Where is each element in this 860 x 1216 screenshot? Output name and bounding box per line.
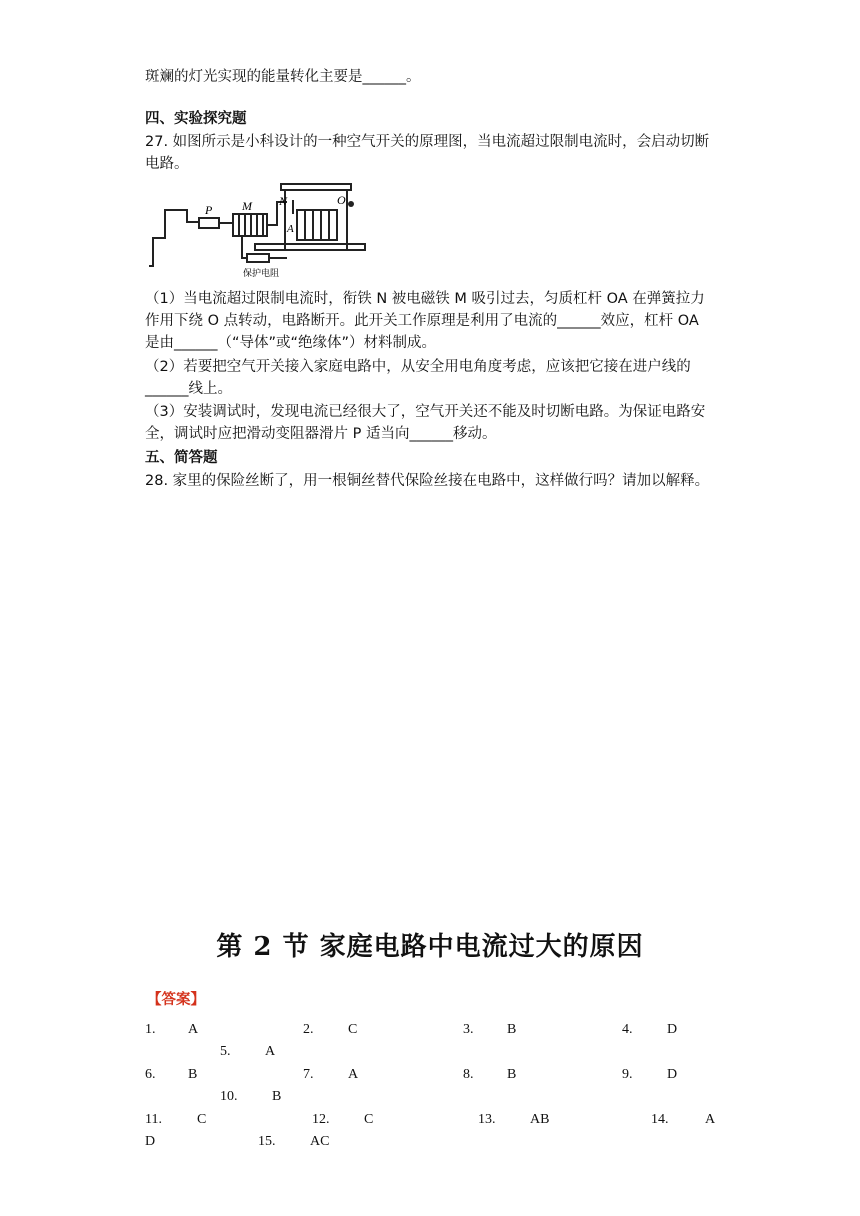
answer-number: 1. — [145, 1022, 156, 1037]
answer-tag: 【答案】 — [147, 992, 205, 1008]
section-heading-short-answer: 五、简答题 — [145, 450, 218, 466]
answer-value: C — [348, 1022, 358, 1037]
answer-value: C — [197, 1112, 207, 1127]
answer-value: AB — [530, 1112, 550, 1127]
answer-value: B — [272, 1089, 282, 1104]
answer-value: D — [667, 1067, 678, 1082]
label-a: A — [287, 223, 294, 235]
label-m: M — [242, 199, 252, 213]
answer-number: 6. — [145, 1067, 156, 1082]
question-27-stem: 27. 如图所示是小科设计的一种空气开关的原理图，当电流超过限制电流时，会启动切断电路。 — [145, 134, 710, 172]
answer-value: A — [705, 1112, 716, 1127]
answer-value: AC — [310, 1134, 330, 1149]
answer-number: 7. — [303, 1067, 314, 1082]
question-27-part-3: （3）安装调试时，发现电流已经很大了，空气开关还不能及时切断电路。为保证电路安全，调试时应把滑动变阻器滑片 P 适当向______移动。 — [145, 404, 706, 442]
answer-number: 8. — [463, 1067, 474, 1082]
answer-value: B — [507, 1067, 517, 1082]
label-p: P — [205, 203, 213, 217]
question-28: 28. 家里的保险丝断了，用一根铜丝替代保险丝接在电路中，这样做行吗？请加以解释。 — [145, 473, 710, 489]
answer-number: 4. — [622, 1022, 633, 1037]
answer-value: B — [188, 1067, 198, 1082]
answer-value: C — [364, 1112, 374, 1127]
answer-number: 11. — [145, 1112, 162, 1127]
top-line: 斑斓的灯光实现的能量转化主要是______。 — [145, 69, 421, 85]
chapter-title: 第 2 节 家庭电路中电流过大的原因 — [216, 932, 644, 962]
answer-value: A — [348, 1067, 359, 1082]
answer-value: A — [188, 1022, 199, 1037]
answer-number: 10. — [220, 1089, 238, 1104]
answer-number: 5. — [220, 1044, 231, 1059]
section-heading-experiment: 四、实验探究题 — [145, 111, 247, 127]
label-o: O — [337, 193, 346, 207]
answer-number: 15. — [258, 1134, 276, 1149]
answer-number: 9. — [622, 1067, 633, 1082]
answer-number: 13. — [478, 1112, 496, 1127]
answer-value: B — [507, 1022, 517, 1037]
answer-number: 12. — [312, 1112, 330, 1127]
label-protect-resistor: 保护电阻 — [243, 269, 280, 279]
answer-number: 3. — [463, 1022, 474, 1037]
label-n: N — [279, 194, 288, 208]
answer-value: A — [265, 1044, 276, 1059]
air-switch-diagram — [147, 180, 377, 284]
answer-value: D — [667, 1022, 678, 1037]
question-27-part-2: （2）若要把空气开关接入家庭电路中，从安全用电角度考虑，应该把它接在进户线的______线上。 — [145, 359, 691, 397]
answer-number: 14. — [651, 1112, 669, 1127]
answer-value: D — [145, 1134, 156, 1149]
answer-number: 2. — [303, 1022, 314, 1037]
question-27-part-1: （1）当电流超过限制电流时，衔铁 N 被电磁铁 M 吸引过去，匀质杠杆 OA 在弹簧拉力作用下绕 O 点转动，电路断开。此开关工作原理是利用了电流的______效应，杠杆 OA 是由______（“导体”或“绝缘体”）材料制成。 — [145, 291, 705, 351]
